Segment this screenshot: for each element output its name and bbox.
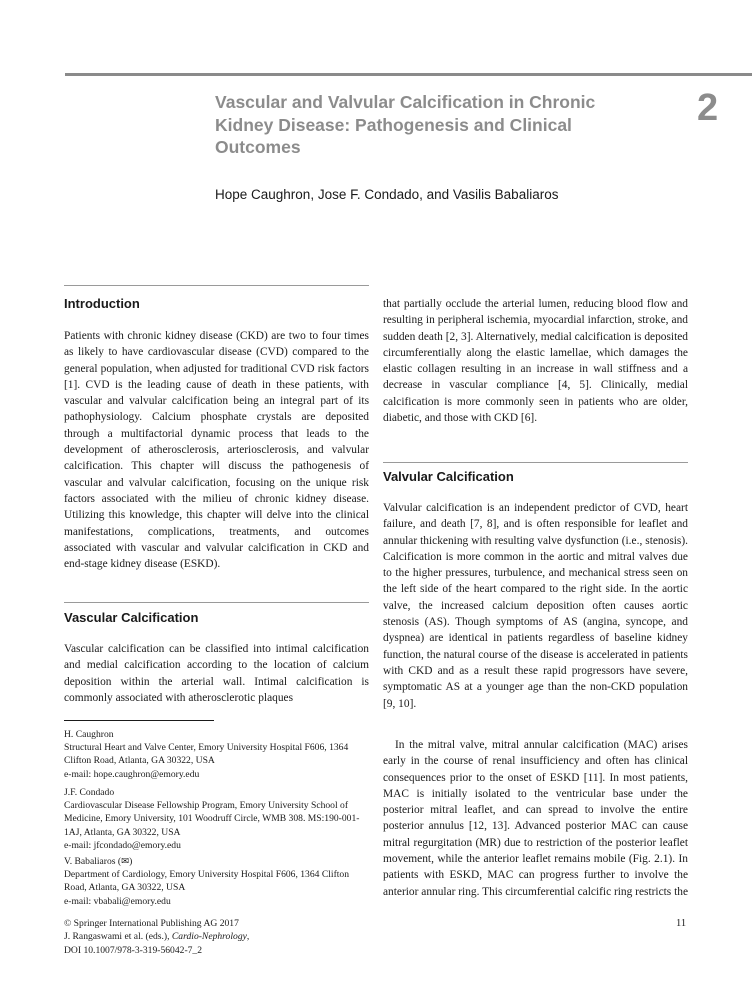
page-number: 11 — [676, 918, 687, 929]
top-rule — [65, 73, 752, 76]
footnote-rule — [64, 720, 214, 721]
author-affiliation: Cardiovascular Disease Fellowship Program, Emory University School of Medicine, Emory University, 101 Woodruff Circle, WMB 308. MS:190-001-1AJ, Atlanta, GA 30322, USA — [64, 800, 360, 838]
author-affiliation: Structural Heart and Valve Center, Emory University Hospital F606, 1364 Clifton Road, Atlanta, GA 30322, USA — [64, 742, 349, 767]
section-rule — [383, 462, 688, 463]
introduction-paragraph: Patients with chronic kidney disease (CKD) are two to four times as likely to have cardiovascular disease (CVD) compared to the general population, when adjusted for traditional CVD risk factors [1]. CVD is the leading cause of death in these patients, with vascular and valvular calcification being an integral part of its pathophysiology. Calcium phosphate crystals are deposited through a multifactorial dynamic process that leads to the development of atherosclerosis, arteriosclerosis, and valvular calcification. This chapter will discuss the pathogenesis of vascular and valvular calcification, focusing on the unique risk factors associated with the milieu of chronic kidney disease. Utilizing this knowledge, this chapter will delve into the clinical manifestations, complications, treatments, and outcomes associated with vascular and valvular calcification in CKD and end-stage kidney disease (ESKD). — [64, 330, 369, 571]
section-rule — [64, 602, 369, 603]
author-email[interactable]: e-mail: hope.caughron@emory.edu — [64, 768, 200, 780]
section-heading-introduction: Introduction — [64, 296, 140, 311]
section-heading-vascular: Vascular Calcification — [64, 610, 199, 625]
chapter-number: 2 — [697, 87, 719, 129]
citation-suffix: , — [246, 931, 250, 943]
author-affiliation-2 — [64, 786, 369, 852]
citation-line — [64, 930, 384, 943]
author-name: H. Caughron — [64, 729, 114, 740]
editors-text: J. Rangaswami et al. (eds.), — [64, 931, 172, 943]
author-email[interactable]: e-mail: jfcondado@emory.edu — [64, 839, 181, 851]
copyright-line: © Springer International Publishing AG 2017 — [64, 918, 239, 929]
author-affiliation-3 — [64, 855, 369, 908]
vascular-paragraph: Vascular calcification can be classified into intimal calcification and medial calcification according to the location of calcium deposition within the arterial wall. Intimal calcification is commonly associated with atherosclerotic plaques — [64, 643, 369, 704]
author-name: J.F. Condado — [64, 787, 115, 798]
author-name: V. Babaliaros (✉) — [64, 856, 133, 867]
author-affiliation-1 — [64, 728, 369, 781]
chapter-title: Vascular and Valvular Calcification in Chronic Kidney Disease: Pathogenesis and Clinical Outcomes — [215, 92, 596, 157]
doi-line[interactable]: DOI 10.1007/978-3-319-56042-7_2 — [64, 944, 203, 956]
book-title: Cardio-Nephrology — [171, 931, 247, 943]
section-heading-valvular: Valvular Calcification — [383, 469, 514, 484]
vascular-paragraph-continued: that partially occlude the arterial lumen, reducing blood flow and resulting in peripheral ischemia, myocardial infarction, stroke, and sudden death [2, 3]. Alternatively, medial calcification is deposited circumferentially along the elastic lamellae, which damages the elastic collagen resulting in an increase in wall stiffness and a decrease in vascular compliance [4, 5]. Clinically, medial calcification is more commonly seen in patients who are older, diabetic, and those with CKD [6]. — [383, 298, 688, 425]
valvular-paragraph-2: In the mitral valve, mitral annular calcification (MAC) arises early in the course of renal insufficiency and often has clinical consequences prior to the onset of ESKD [11]. In most patients, MAC is initially isolated to the ventricular base under the posterior mitral leaflet, and can spread to involve the entire posterior annulus [12, 13]. Advanced posterior MAC can cause mitral regurgitation (MR) due to restriction of the posterior leaflet movement, while the anterior leaflet remains mobile (Fig. 2.1). In patients with ESKD, MAC can progress further to involve the anterior annular ring. This circumferential calcific ring restricts the — [383, 739, 688, 898]
section-rule — [64, 285, 369, 286]
author-list: Hope Caughron, Jose F. Condado, and Vasilis Babaliaros — [215, 187, 559, 202]
copyright-block — [64, 917, 384, 957]
valvular-paragraph-1: Valvular calcification is an independent predictor of CVD, heart failure, and death [7, 8], and is often responsible for leaflet and annular thickening with resulting valve dysfunction (i.e., stenosis). Calcification is more common in the aortic and mitral valves due to the higher pressures, turbulence, and mechanical stress seen on the left side of the heart compared to the right side. In the aortic valve, the increased calcium deposition often causes aortic stenosis (AS). Though symptoms of AS (angina, syncope, and dyspnea) are identical in patients regardless of baseline kidney function, the natural course of the disease is accelerated in patients with CKD and as a result these rapid progressors have severe, symptomatic AS at a younger age than the non-CKD population [9, 10]. — [383, 502, 688, 710]
author-email[interactable]: e-mail: vbabali@emory.edu — [64, 895, 171, 907]
author-affiliation: Department of Cardiology, Emory University Hospital F606, 1364 Clifton Road, Atlanta, GA 30322, USA — [64, 869, 350, 894]
